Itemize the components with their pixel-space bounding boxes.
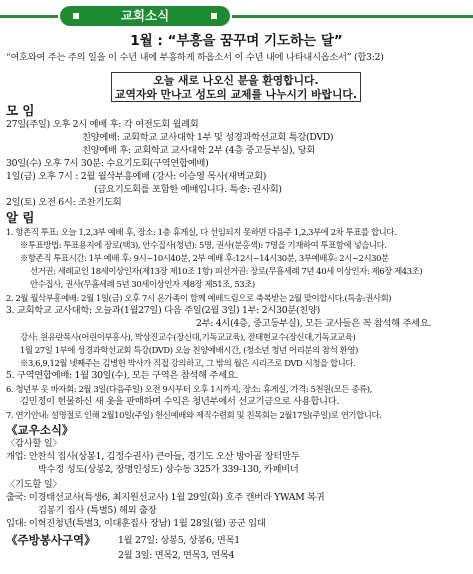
prayer-label: 〈기도할 일〉 (6, 479, 62, 490)
prayer-line: 출국: 이경태선교사(특생6, 최지원선교사) 1월 29일(화) 호주 캔버라 YWAM 복귀 (6, 492, 325, 503)
square-bullet-icon (211, 13, 217, 19)
prayer-line: 입대: 이혁진청년(특별3, 이대훈집사 장남) 1월 28일(월) 공군 입대 (6, 518, 266, 529)
square-bullet-icon (73, 13, 79, 19)
notice-line: 2. 2월 월삭부흥예배: 2월 1일(금) 오후 7시 온가족이 함께 예배드림으로 축복받는 2월 맞이합시다.(특송:권사회) (6, 293, 392, 303)
notice-line: 2부: 4시(4층, 중고등부실), 모든 교사들은 꼭 참석해 주세요. (196, 318, 432, 329)
thanks-line: 박수정 성도(상봉2, 장명인성도) 상수동 325가 339-130, 카페비너 (38, 464, 299, 475)
notice-line: ※3,6,9,12월 넷째주는 김병헌 박사가 직접 강의하고, 그 밖의 월은 시리즈로 DVD 시청을 합니다. (20, 358, 356, 368)
meeting-line: 27일(주일) 오후 2시 예배 후: 각 여전도회 월례회 (6, 119, 199, 130)
notice-line: ※투표방법: 투표용지에 장로(택3), 안수집사(청년): 5명, 권사(분홍색): 7명을 기재하여 투표함에 넣습니다. (20, 240, 387, 250)
theme-verse: “여호와여 주는 주의 일을 이 수년 내에 부흥하게 하옵소서 이 수년 내에 나타내시옵소서” (합3:2) (6, 52, 384, 63)
notice-line: 강사: 원유란목사(어린이부흥사), 박상진교수(장신대,기독교교육), 전태현교수(장신대,기독교교육) (20, 332, 356, 342)
notice-line: 선거권: 세례교인 18세이상인자(제13장 제10조 1항) 피선거권: 장로(무흠세례 7년 40세 이상인자: 제6장 제43조) (30, 266, 423, 276)
meeting-line: 30일(수) 오후 7시 30분: 수요기도회(구역연합예배) (6, 158, 209, 169)
notice-line: 6. 청년부 옷 바자회: 2월 3일(다음주일) 오전 9시부터 오후 1시까지, 장소: 휴게실, 가격: 5천원(모든 종류), (6, 384, 372, 394)
month-theme-title: 1월 : “부흥을 꿈꾸며 기도하는 달” (130, 33, 343, 49)
prayer-line: 김봉기 집사 (특별5) 해외 출장 (38, 505, 157, 516)
thanks-line: 개업: 안찬식 집사(상봉1, 김정수권사) 큰아들, 경기도 오산 방아골 장터만두 (6, 451, 300, 462)
meetings-heading: 모 임 (6, 103, 35, 118)
notice-line: 김민정이 헌물하신 새 옷을 판매하며 수익은 청년부에서 선교기금으로 사용합니다. (20, 396, 340, 407)
kitchen-line: 2월 3일: 면목2, 면목3, 면목4 (118, 550, 235, 561)
notice-line: ※항존직 투표시간: 1부 예배 후: 9시~10시40분, 2부 예배 후:12시~14시30분, 3부예배후: 2시~2시30분 (20, 253, 389, 263)
notice-line: 7. 연기안내: 설명절로 인해 2월10일(주일) 헌신예배와 제직수련회 및 친목회는 2월17일(주일)로 연기합니다. (6, 410, 382, 420)
welcome-line: 오늘 새로 나오신 분을 환영합니다. (153, 74, 319, 87)
meeting-line: 2일(토) 오전 6시: 조찬기도회 (6, 197, 122, 208)
thanks-label: 〈감사할 일〉 (6, 438, 62, 449)
header-label: 교회소식 (120, 8, 170, 23)
notice-line: 5. 구역연합예배: 1월 30일(수), 모든 구역은 참석해 주세요. (6, 370, 239, 381)
members-heading: 《교우소식》 (6, 423, 74, 437)
notice-line: 안수집사, 권사(무흠세례 5년 30세이상인자 제8장 제51조, 53조) (30, 279, 255, 289)
notice-line: 3. 교회학교 교사대학: 오늘과(1월27일) 다음 주일(2월 3일) 1부: 2시30분(친양) (6, 305, 321, 316)
welcome-line: 교역자와 만나고 성도의 교제를 나누시기 바랍니다. (115, 88, 357, 101)
header-rule-left (0, 15, 58, 18)
header-badge (60, 6, 230, 26)
meeting-line: 친양예배: 교회학교 교사대학 1부 및 성경과학선교회 특강(DVD) (82, 132, 334, 143)
meeting-line: (금요기도회를 포함한 예배입니다. 특송: 권사회) (94, 184, 282, 195)
notice-line: 1. 항존직 투표: 오늘 1,2,3부 예배 후, 장소: 1층 휴게실, 다 선임되지 못하면 다음주 1,2,3부에 2차 투표를 합니다. (6, 227, 397, 237)
kitchen-heading: 《주방봉사구역》 (6, 533, 96, 547)
meeting-line: 친양예배 후: 교회학교 교사대학 2부 (4층 중고등부실), 당회 (82, 145, 315, 156)
header-rule-right (232, 15, 473, 18)
kitchen-line: 1월 27일: 상봉5, 상봉6, 면목1 (118, 535, 240, 546)
welcome-box (111, 72, 361, 102)
notice-line: 1월 27일 1부에 성경과학선교회 특강(DVD) 오늘 친양예배시간, (청소년 청년 어리분의 참석 환영) (20, 345, 358, 355)
meeting-line: 1일(금) 오후 7시 : 2월 월삭부흥예배 (강사: 이승영 목사(새벽교회) (6, 171, 267, 182)
notices-heading: 알 림 (6, 210, 35, 225)
section-header (0, 6, 473, 26)
